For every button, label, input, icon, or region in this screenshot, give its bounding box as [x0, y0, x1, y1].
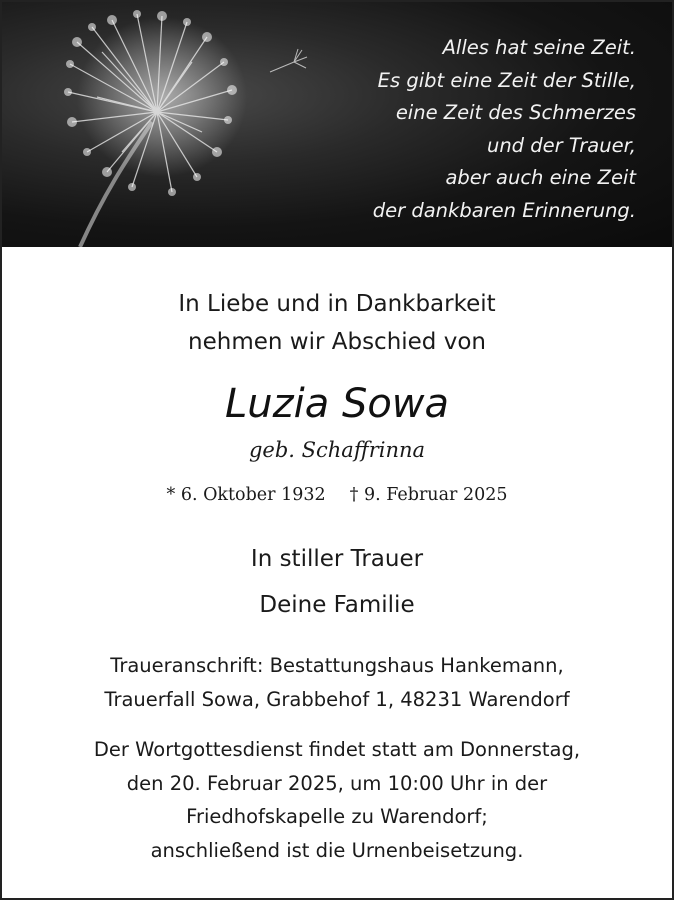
intro-line: nehmen wir Abschied von	[188, 329, 486, 355]
service-line: den 20. Februar 2025, um 10:00 Uhr in der	[126, 771, 548, 795]
intro-text	[2, 285, 672, 361]
quote-line: eine Zeit des Schmerzes	[395, 101, 636, 125]
quote-line: und der Trauer,	[486, 133, 636, 157]
maiden-name: geb. Schaffrinna	[248, 438, 426, 462]
mourners-line: Deine Familie	[259, 592, 415, 618]
service-line: Der Wortgottesdienst findet statt am Donnerstag,	[93, 738, 581, 761]
birth-date: * 6. Oktober 1932	[166, 485, 326, 505]
quote-line: der dankbaren Erinnerung.	[372, 198, 636, 222]
quote-text	[373, 32, 636, 228]
death-date: † 9. Februar 2025	[349, 485, 508, 505]
quote-line: aber auch eine Zeit	[445, 166, 636, 190]
intro-line: In Liebe und in Dankbarkeit	[178, 291, 496, 317]
service-info	[2, 733, 672, 867]
address-line: Traueranschrift: Bestattungshaus Hankemann,	[110, 654, 564, 677]
mourners-line: In stiller Trauer	[250, 546, 424, 572]
quote-line: Es gibt eine Zeit der Stille,	[377, 68, 636, 92]
address-line: Trauerfall Sowa, Grabbehof 1, 48231 Warendorf	[104, 688, 570, 711]
header-image	[2, 2, 672, 247]
service-line: anschließend ist die Urnenbeisetzung.	[150, 838, 524, 862]
quote-line: Alles hat seine Zeit.	[442, 36, 636, 59]
mourners-text	[2, 536, 672, 628]
life-dates	[2, 483, 672, 507]
mourning-address	[2, 649, 672, 717]
deceased-name: Luzia Sowa	[224, 381, 450, 427]
service-line: Friedhofskapelle zu Warendorf;	[186, 805, 488, 828]
